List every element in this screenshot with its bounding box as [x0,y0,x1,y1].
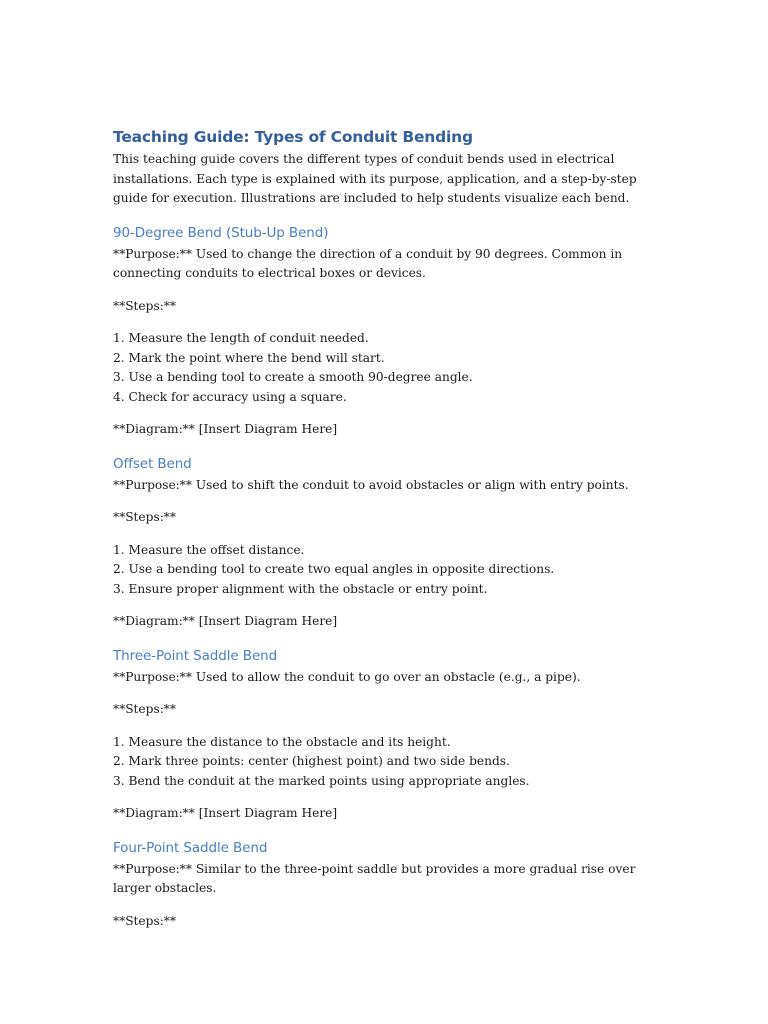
diagram-placeholder: **Diagram:** [Insert Diagram Here] [113,614,338,628]
section-heading-four-point-saddle: Four-Point Saddle Bend [113,839,268,856]
steps-label: **Steps:** [113,913,176,928]
section-purpose: **Purpose:** Used to shift the conduit to avoid obstacles or align with entry points. [113,477,629,492]
step-item: 3. Ensure proper alignment with the obstacle or entry point. [113,581,488,596]
document-title: Teaching Guide: Types of Conduit Bending [113,128,473,146]
intro-paragraph: This teaching guide covers the different types of conduit bends used in electrical installations. Each type is explained with its purpose, application, and a step-by-step guide for execution. Illustrations are included to help students visualize each bend. [113,152,637,205]
steps-label: **Steps:** [113,510,176,524]
section-purpose: **Purpose:** Similar to the three-point saddle but provides a more gradual rise over larger obstacles. [113,861,636,895]
document-content [113,124,658,931]
step-item: 1. Measure the distance to the obstacle and its height. [113,734,451,749]
step-item: 2. Mark three points: center (highest point) and two side bends. [113,754,510,768]
diagram-placeholder: **Diagram:** [Insert Diagram Here] [113,422,338,436]
section-purpose: **Purpose:** Used to allow the conduit to go over an obstacle (e.g., a pipe). [113,669,581,684]
step-item: 1. Measure the offset distance. [113,542,305,557]
steps-list [113,329,658,407]
section-heading-90-degree: 90-Degree Bend (Stub-Up Bend) [113,224,329,241]
step-item: 3. Bend the conduit at the marked points using appropriate angles. [113,773,530,788]
step-item: 2. Use a bending tool to create two equal angles in opposite directions. [113,562,555,576]
step-item: 3. Use a bending tool to create a smooth 90-degree angle. [113,370,473,384]
step-item: 4. Check for accuracy using a square. [113,389,347,404]
steps-label: **Steps:** [113,702,176,716]
steps-label: **Steps:** [113,298,176,313]
steps-list [113,733,658,792]
diagram-placeholder: **Diagram:** [Insert Diagram Here] [113,806,338,820]
section-heading-three-point-saddle: Three-Point Saddle Bend [113,647,278,664]
step-item: 2. Mark the point where the bend will start. [113,350,385,365]
section-purpose: **Purpose:** Used to change the direction of a conduit by 90 degrees. Common in connecting conduits to electrical boxes or devices. [113,246,623,280]
steps-list [113,541,658,600]
section-heading-offset: Offset Bend [113,455,192,472]
step-item: 1. Measure the length of conduit needed. [113,331,369,345]
